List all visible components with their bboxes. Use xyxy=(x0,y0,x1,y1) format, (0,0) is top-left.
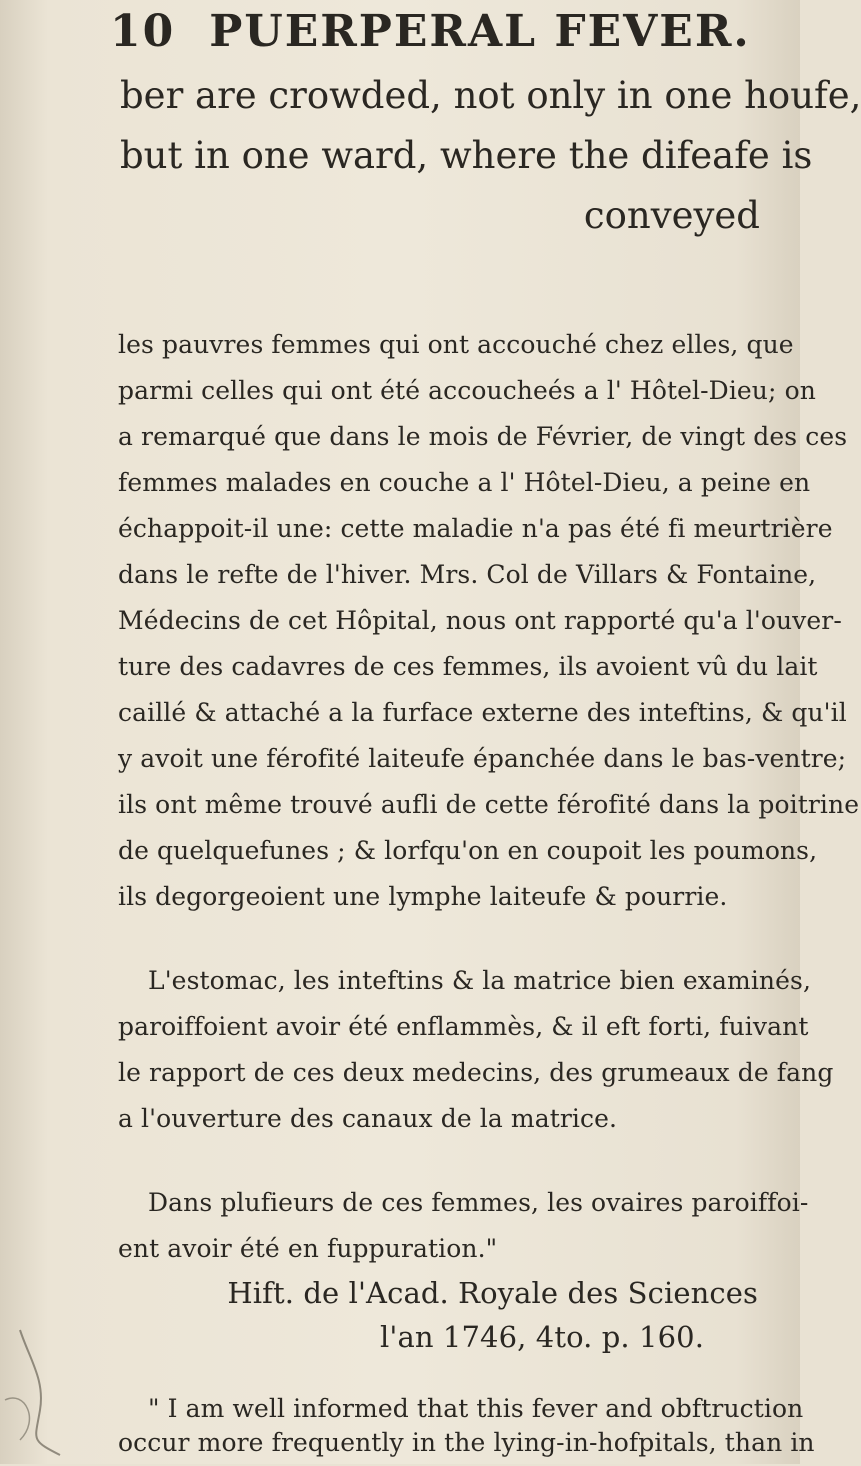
text-line: échappoit-il une: cette maladie n'a pas été fi meurtrière xyxy=(118,514,833,543)
text-line: Dans plufieurs de ces femmes, les ovaires paroiffoi- xyxy=(148,1188,809,1217)
page-number: 10 xyxy=(110,6,176,57)
text-line: " I am well informed that this fever and obftruction xyxy=(148,1394,804,1423)
text-line: les pauvres femmes qui ont accouché chez elles, que xyxy=(118,330,794,359)
text-line: caillé & attaché a la furface externe des inteftins, & qu'il xyxy=(118,698,847,727)
text-line: ber are crowded, not only in one houfe, xyxy=(120,74,861,117)
text-line: ent avoir été en fuppuration." xyxy=(118,1234,498,1263)
text-line: parmi celles qui ont été accoucheés a l' Hôtel-Dieu; on xyxy=(118,376,816,405)
running-title: PUERPERAL FEVER. xyxy=(209,6,751,57)
text-line: y avoit une férofité laiteufe épanchée dans le bas-ventre; xyxy=(118,744,847,773)
text-line: L'estomac, les inteftins & la matrice bien examinés, xyxy=(148,966,811,995)
text-line: a l'ouverture des canaux de la matrice. xyxy=(118,1104,618,1133)
text-line: de quelquefunes ; & lorfqu'on en coupoit les poumons, xyxy=(118,836,818,865)
text-line: occur more frequently in the lying-in-hofpitals, than in xyxy=(118,1428,815,1457)
text-line: ils degorgeoient une lymphe laiteufe & pourrie. xyxy=(118,882,728,911)
pencil-mark xyxy=(0,1320,110,1460)
citation-line: l'an 1746, 4to. p. 160. xyxy=(380,1320,705,1354)
text-line: Médecins de cet Hôpital, nous ont rapporté qu'a l'ouver- xyxy=(118,606,842,635)
running-header xyxy=(110,6,750,57)
text-line: but in one ward, where the difeafe is xyxy=(120,134,813,177)
text-line: ture des cadavres de ces femmes, ils avoient vû du lait xyxy=(118,652,818,681)
text-line: dans le refte de l'hiver. Mrs. Col de Villars & Fontaine, xyxy=(118,560,817,589)
text-line: paroiffoient avoir été enflammès, & il eft forti, fuivant xyxy=(118,1012,809,1041)
citation-line: Hift. de l'Acad. Royale des Sciences xyxy=(227,1276,758,1310)
text-line: ils ont même trouvé aufli de cette férofité dans la poitrine xyxy=(118,790,860,819)
text-line: le rapport de ces deux medecins, des grumeaux de fang xyxy=(118,1058,834,1087)
text-line: femmes malades en couche a l' Hôtel-Dieu, a peine en xyxy=(118,468,811,497)
text-line: conveyed xyxy=(583,194,760,237)
text-line: a remarqué que dans le mois de Février, de vingt des ces xyxy=(118,422,848,451)
